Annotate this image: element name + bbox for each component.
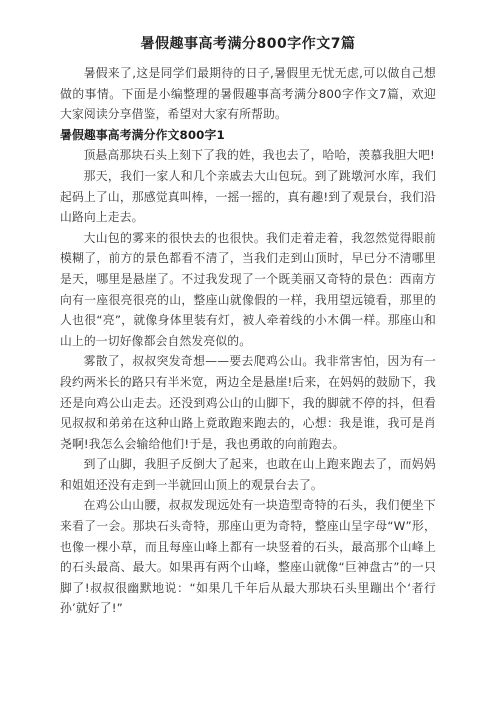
document-body — [60, 63, 436, 619]
body-paragraph: 雾散了，叔叔突发奇想——要去爬鸡公山。我非常害怕，因为有一段约两米长的路只有半米宽，两边全是悬崖!后来，在妈妈的鼓励下，我还是向鸡公山走去。还没到鸡公山的山脚下，我的脚就不停的抖，但看见叔叔和弟弟在这种山路上竟敢跑来跑去的，心想：我是谁，我可是肖尧啊!我怎么会输给他们!于是，我也勇敢的向前跑去。 — [60, 354, 436, 451]
intro-paragraph: 暑假来了,这是同学们最期待的日子,暑假里无忧无虑,可以做自己想做的事情。下面是小编整理的暑假趣事高考满分800字作文7篇，欢迎大家阅读分享借鉴，希望对大家有所帮助。 — [60, 66, 436, 122]
body-paragraph: 在鸡公山山腰，叔叔发现远处有一块造型奇特的石头，我们便坐下来看了一会。那块石头奇特，那座山更为奇特，整座山呈字母“W”形，也像一棵小草，而且每座山峰上都有一块竖着的石头，最高那个山峰上的石头最高、最大。如果再有两个山峰，整座山就像“巨神盘古”的一只脚了!叔叔很幽默地说：“如果几千年后从最大那块石头里蹦出个‘者行孙’就好了!” — [60, 498, 436, 616]
body-paragraph: 那天，我们一家人和几个亲戚去大山包玩。到了跳墩河水库，我们起码上了山，那感觉真叫棒，一摇一摇的，真有趣!到了观景台，我们沿山路向上走去。 — [60, 168, 436, 225]
document-title: 暑假趣事高考满分800字作文7篇 — [140, 36, 356, 52]
section-heading: 暑假趣事高考满分作文800字1 — [60, 127, 225, 142]
body-paragraph: 到了山脚，我胆子反倒大了起来，也敢在山上跑来跑去了，而妈妈和姐姐还没有走到一半就回山顶上的观景台去了。 — [60, 457, 436, 492]
body-paragraph: 大山包的雾来的很快去的也很快。我们走着走着，我忽然觉得眼前模糊了，前方的景色都看不清了，当我们走到山顶时，早已分不清哪里是天，哪里是悬崖了。不过我发现了一个既美丽又奇特的景色：西南方向有一座很亮很亮的山，整座山就像假的一样，我用望远镜看，那里的人也很“亮”，就像身体里装有灯，被人牵着线的小木偶一样。那座山和山上的一切好像都会自然发亮似的。 — [60, 230, 436, 348]
body-paragraph: 顶悬高那块石头上刻下了我的姓，我也去了，哈哈，羡慕我胆大吧! — [83, 148, 435, 163]
